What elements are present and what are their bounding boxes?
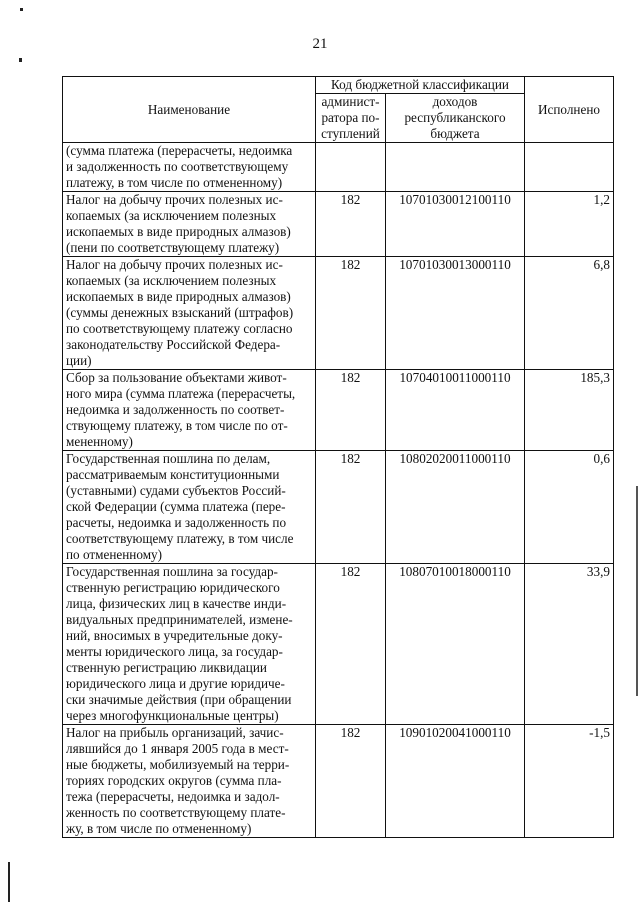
row-name-line: по соответствующему платежу согласно — [66, 321, 293, 336]
row-name-line: (сумма платежа (перерасчеты, недоимка — [66, 143, 293, 158]
row-income-code: 10807010018000110 — [386, 564, 525, 725]
table-row — [63, 564, 614, 725]
row-name-line: ископаемых в виде природных алмазов) — [66, 289, 291, 304]
header-code-group: Код бюджетной классификации — [316, 77, 525, 94]
row-income-code: 10701030013000110 — [386, 257, 525, 370]
row-name-line: через многофункциональные центры) — [66, 708, 279, 723]
row-name-line: ториях городских округов (сумма пла- — [66, 773, 282, 788]
row-amount: 0,6 — [525, 451, 614, 564]
table-row — [63, 451, 614, 564]
row-name-line: (пени по соответствующему платежу) — [66, 240, 280, 255]
header-income-line: доходов — [432, 94, 478, 109]
row-name-line: лявшийся до 1 января 2005 года в мест- — [66, 741, 289, 756]
row-name-line: жу, в том числе по отмененному) — [66, 821, 252, 836]
row-name-cell — [63, 257, 316, 370]
scan-mark — [19, 58, 22, 62]
row-amount: 185,3 — [525, 370, 614, 451]
row-income-code: 10802020011000110 — [386, 451, 525, 564]
table-row — [63, 370, 614, 451]
row-amount — [525, 143, 614, 192]
scan-mark — [8, 862, 10, 902]
row-name-line: ственную регистрацию ликвидации — [66, 660, 267, 675]
row-name-line: ного мира (сумма платежа (перерасчеты, — [66, 386, 296, 401]
table-body — [63, 143, 614, 838]
header-income-line: бюджета — [430, 126, 480, 141]
row-name-line: лица, физических лиц в качестве инди- — [66, 596, 287, 611]
budget-table — [62, 76, 614, 838]
table-row — [63, 192, 614, 257]
row-name-line: ски значимые действия (при обращении — [66, 692, 292, 707]
header-admin-line: ступлений — [321, 126, 380, 141]
header-admin — [316, 94, 386, 143]
row-name-line: ные бюджеты, мобилизуемый на терри- — [66, 757, 290, 772]
row-name-line: видуальных предпринимателей, измене- — [66, 612, 293, 627]
row-name-line: (суммы денежных взысканий (штрафов) — [66, 305, 294, 320]
row-name-line: Государственная пошлина за государ- — [66, 564, 278, 579]
row-income-code: 10901020041000110 — [386, 725, 525, 838]
row-admin-code: 182 — [316, 257, 386, 370]
row-admin-code: 182 — [316, 725, 386, 838]
row-name-line: мененному) — [66, 434, 133, 449]
header-income-line: республиканского — [404, 110, 506, 125]
row-admin-code — [316, 143, 386, 192]
row-name-cell — [63, 451, 316, 564]
row-name-line: рассматриваемым конституционными — [66, 467, 280, 482]
row-name-line: Государственная пошлина по делам, — [66, 451, 271, 466]
header-admin-line: ратора по- — [321, 110, 380, 125]
row-name-line: юридического лица и другие юридиче- — [66, 676, 285, 691]
row-income-code — [386, 143, 525, 192]
row-name-line: тежа (перерасчеты, недоимка и задол- — [66, 789, 280, 804]
row-name-line: ции) — [66, 353, 92, 368]
row-name-line: Налог на добычу прочих полезных ис- — [66, 257, 283, 272]
row-income-code: 10701030012100110 — [386, 192, 525, 257]
header-row-top — [63, 77, 614, 94]
row-amount: -1,5 — [525, 725, 614, 838]
header-executed: Исполнено — [525, 77, 614, 143]
row-name-line: по отмененному) — [66, 547, 163, 562]
row-name-line: (уставными) судами субъектов Россий- — [66, 483, 286, 498]
row-admin-code: 182 — [316, 564, 386, 725]
row-name-cell — [63, 564, 316, 725]
row-name-line: ний, вносимых в учредительные доку- — [66, 628, 283, 643]
scan-mark — [636, 486, 638, 696]
row-name-line: соответствующему платежу, в том числе — [66, 531, 294, 546]
row-name-line: ственную регистрацию юридического — [66, 580, 280, 595]
row-name-line: ископаемых в виде природных алмазов) — [66, 224, 291, 239]
row-name-line: копаемых (за исключением полезных — [66, 208, 277, 223]
header-admin-line: админист- — [321, 94, 380, 109]
header-income — [386, 94, 525, 143]
row-name-line: Налог на прибыль организаций, зачис- — [66, 725, 284, 740]
row-name-line: женность по соответствующему плате- — [66, 805, 286, 820]
row-income-code: 10704010011000110 — [386, 370, 525, 451]
row-name-line: менты юридического лица, за государ- — [66, 644, 283, 659]
table-row — [63, 257, 614, 370]
row-name-line: расчеты, недоимка и задолженность по — [66, 515, 287, 530]
row-name-line: Налог на добычу прочих полезных ис- — [66, 192, 283, 207]
table-row — [63, 725, 614, 838]
row-amount: 33,9 — [525, 564, 614, 725]
table-row — [63, 143, 614, 192]
row-name-line: Сбор за пользование объектами живот- — [66, 370, 287, 385]
row-name-cell — [63, 143, 316, 192]
row-name-line: ской Федерации (сумма платежа (пере- — [66, 499, 286, 514]
row-name-cell — [63, 370, 316, 451]
row-name-line: ствующему платежу, в том числе по от- — [66, 418, 288, 433]
row-name-line: недоимка и задолженность по соответ- — [66, 402, 285, 417]
header-name: Наименование — [63, 77, 316, 143]
row-name-cell — [63, 192, 316, 257]
row-admin-code: 182 — [316, 451, 386, 564]
row-name-line: копаемых (за исключением полезных — [66, 273, 277, 288]
row-name-line: законодательству Российской Федера- — [66, 337, 281, 352]
scan-mark — [20, 8, 23, 11]
row-admin-code: 182 — [316, 192, 386, 257]
row-amount: 1,2 — [525, 192, 614, 257]
row-name-cell — [63, 725, 316, 838]
row-amount: 6,8 — [525, 257, 614, 370]
row-admin-code: 182 — [316, 370, 386, 451]
page-number: 21 — [312, 36, 328, 52]
row-name-line: платежу, в том числе по отмененному) — [66, 175, 283, 190]
row-name-line: и задолженность по соответствующему — [66, 159, 289, 174]
